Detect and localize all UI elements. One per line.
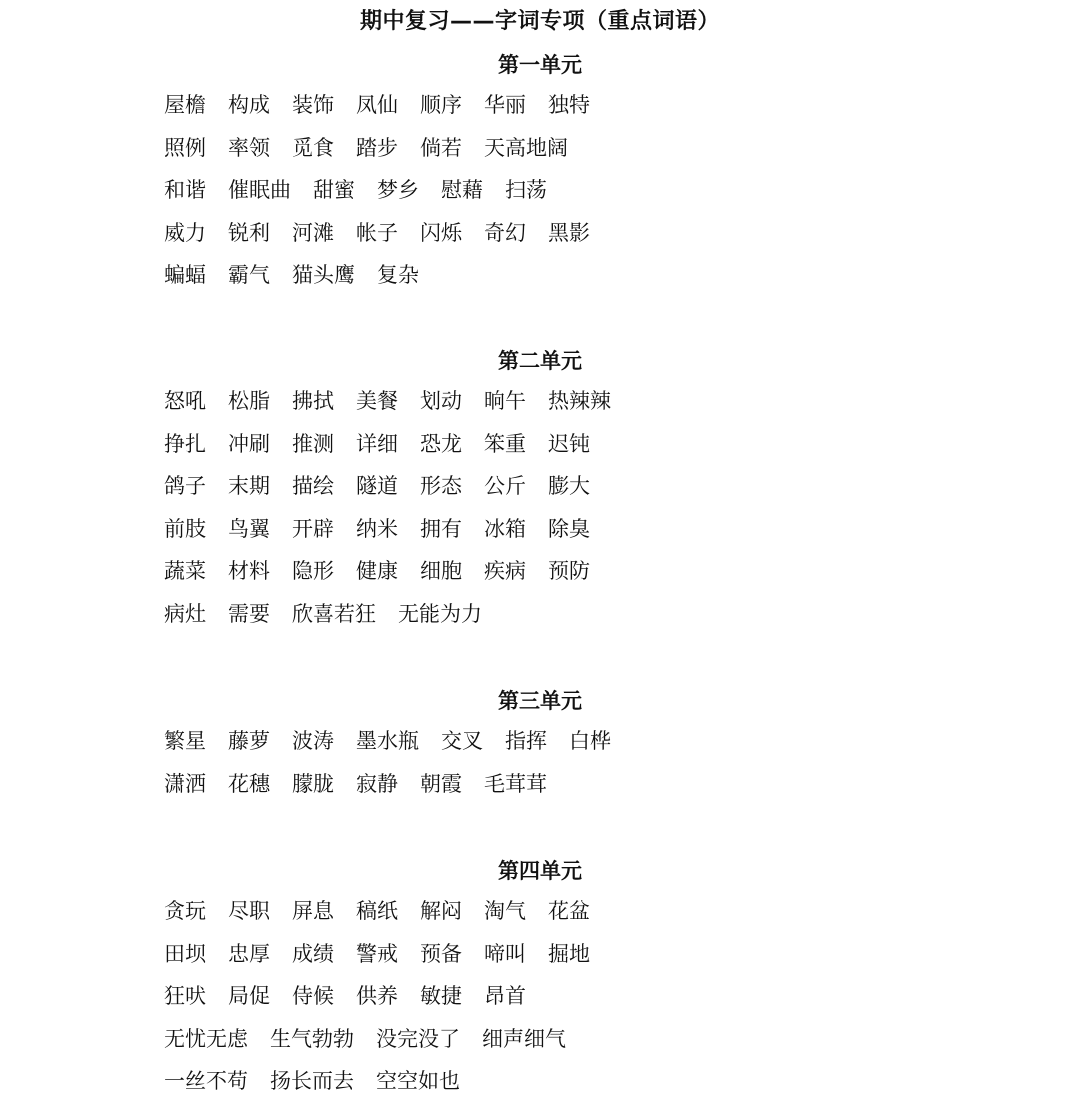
vocabulary-word: 装饰 (292, 93, 334, 117)
vocabulary-word: 无忧无虑 (164, 1026, 248, 1051)
vocabulary-word: 晌午 (484, 389, 526, 413)
vocabulary-word: 预防 (548, 559, 590, 583)
word-row (164, 258, 419, 292)
vocabulary-word: 疾病 (484, 559, 526, 583)
vocabulary-word: 繁星 (164, 729, 206, 753)
vocabulary-word: 毛茸茸 (484, 771, 547, 796)
vocabulary-word: 闪烁 (420, 220, 462, 245)
vocabulary-word: 花盆 (548, 899, 590, 923)
vocabulary-word: 预备 (420, 941, 462, 966)
vocabulary-word: 天高地阔 (484, 135, 568, 160)
word-row (164, 937, 590, 971)
vocabulary-word: 隧道 (356, 474, 398, 498)
vocabulary-word: 需要 (228, 601, 270, 626)
word-row (164, 554, 590, 588)
vocabulary-word: 描绘 (292, 474, 334, 498)
vocabulary-word: 膨大 (548, 474, 590, 498)
vocabulary-word: 敏捷 (420, 984, 462, 1008)
vocabulary-word: 和谐 (164, 178, 206, 202)
vocabulary-word: 啼叫 (484, 941, 526, 966)
word-row (164, 724, 611, 758)
vocabulary-word: 扬长而去 (270, 1069, 354, 1093)
vocabulary-word: 淘气 (484, 899, 526, 923)
vocabulary-word: 恐龙 (420, 431, 462, 456)
vocabulary-word: 昂首 (484, 984, 526, 1008)
vocabulary-word: 华丽 (484, 93, 526, 117)
vocabulary-word: 纳米 (356, 516, 398, 541)
vocabulary-word: 奇幻 (484, 220, 526, 245)
vocabulary-word: 美餐 (356, 389, 398, 413)
vocabulary-word: 复杂 (377, 263, 419, 287)
vocabulary-word: 甜蜜 (313, 178, 355, 202)
vocabulary-word: 开辟 (292, 516, 334, 541)
vocabulary-word: 冰箱 (484, 516, 526, 541)
word-row (164, 1064, 460, 1098)
vocabulary-word: 划动 (420, 389, 462, 413)
vocabulary-word: 交叉 (441, 729, 483, 753)
vocabulary-word: 藤萝 (228, 729, 270, 753)
vocabulary-word: 一丝不苟 (164, 1069, 248, 1093)
vocabulary-word: 公斤 (484, 474, 526, 498)
vocabulary-word: 朦胧 (292, 771, 334, 796)
word-row (164, 512, 590, 546)
vocabulary-word: 独特 (548, 93, 590, 117)
vocabulary-word: 松脂 (228, 389, 270, 413)
vocabulary-word: 局促 (228, 984, 270, 1008)
vocabulary-word: 警戒 (356, 941, 398, 966)
word-row (164, 597, 482, 631)
vocabulary-word: 潇洒 (164, 771, 206, 796)
word-row (164, 469, 590, 503)
vocabulary-word: 无能为力 (398, 601, 482, 626)
vocabulary-word: 没完没了 (376, 1026, 460, 1051)
vocabulary-word: 解闷 (420, 899, 462, 923)
unit-heading: 第四单元 (498, 859, 582, 883)
vocabulary-word: 材料 (228, 559, 270, 583)
vocabulary-word: 拥有 (420, 516, 462, 541)
vocabulary-word: 花穗 (228, 771, 270, 796)
vocabulary-word: 踏步 (356, 135, 398, 160)
vocabulary-word: 推测 (292, 431, 334, 456)
word-row (164, 979, 526, 1013)
vocabulary-word: 挣扎 (164, 431, 206, 456)
vocabulary-word: 冲刷 (228, 431, 270, 456)
vocabulary-word: 供养 (356, 984, 398, 1008)
word-row (164, 767, 547, 801)
unit-heading: 第一单元 (498, 53, 582, 77)
vocabulary-word: 尽职 (228, 899, 270, 923)
vocabulary-word: 末期 (228, 474, 270, 498)
word-row (164, 384, 611, 418)
vocabulary-word: 屏息 (292, 899, 334, 923)
vocabulary-word: 构成 (228, 93, 270, 117)
vocabulary-word: 锐利 (228, 220, 270, 245)
word-row (164, 1022, 566, 1056)
word-row (164, 88, 590, 122)
vocabulary-word: 白桦 (569, 729, 611, 753)
vocabulary-word: 细胞 (420, 559, 462, 583)
vocabulary-word: 掘地 (548, 941, 590, 966)
vocabulary-word: 威力 (164, 220, 206, 245)
vocabulary-word: 率领 (228, 135, 270, 160)
vocabulary-word: 隐形 (292, 559, 334, 583)
vocabulary-word: 霸气 (228, 263, 270, 287)
vocabulary-word: 形态 (420, 474, 462, 498)
vocabulary-word: 田坝 (164, 941, 206, 966)
vocabulary-word: 凤仙 (356, 93, 398, 117)
vocabulary-word: 生气勃勃 (270, 1026, 354, 1051)
unit-heading: 第三单元 (498, 689, 582, 713)
unit-heading: 第二单元 (498, 349, 582, 373)
document-title: 期中复习——字词专项（重点词语） (359, 9, 720, 34)
vocabulary-word: 拂拭 (292, 389, 334, 413)
vocabulary-word: 屋檐 (164, 93, 206, 117)
vocabulary-word: 侍候 (292, 984, 334, 1008)
vocabulary-word: 狂吠 (164, 984, 206, 1008)
vocabulary-word: 照例 (164, 135, 206, 160)
vocabulary-word: 空空如也 (376, 1069, 460, 1093)
vocabulary-word: 梦乡 (377, 178, 419, 202)
vocabulary-word: 忠厚 (228, 941, 270, 966)
vocabulary-word: 蔬菜 (164, 559, 206, 583)
vocabulary-word: 除臭 (548, 516, 590, 541)
vocabulary-word: 波涛 (292, 729, 334, 753)
vocabulary-word: 猫头鹰 (292, 263, 355, 287)
vocabulary-word: 倘若 (420, 135, 462, 160)
vocabulary-word: 朝霞 (420, 771, 462, 796)
vocabulary-word: 稿纸 (356, 899, 398, 923)
word-row (164, 427, 590, 461)
vocabulary-word: 慰藉 (441, 178, 483, 202)
vocabulary-word: 寂静 (356, 771, 398, 796)
vocabulary-word: 迟钝 (548, 431, 590, 456)
vocabulary-word: 鸽子 (164, 474, 206, 498)
word-row (164, 173, 547, 207)
vocabulary-word: 详细 (356, 431, 398, 456)
vocabulary-word: 指挥 (505, 729, 547, 753)
vocabulary-word: 墨水瓶 (356, 729, 419, 753)
vocabulary-word: 成绩 (292, 941, 334, 966)
vocabulary-word: 鸟翼 (228, 516, 270, 541)
vocabulary-word: 帐子 (356, 220, 398, 245)
vocabulary-word: 细声细气 (482, 1026, 566, 1051)
vocabulary-word: 黑影 (548, 220, 590, 245)
word-row (164, 131, 568, 165)
vocabulary-word: 热辣辣 (548, 389, 611, 413)
vocabulary-word: 蝙蝠 (164, 263, 206, 287)
vocabulary-word: 顺序 (420, 93, 462, 117)
vocabulary-word: 催眠曲 (228, 178, 291, 202)
vocabulary-word: 觅食 (292, 135, 334, 160)
vocabulary-word: 病灶 (164, 601, 206, 626)
word-row (164, 894, 590, 928)
vocabulary-word: 笨重 (484, 431, 526, 456)
vocabulary-word: 健康 (356, 559, 398, 583)
vocabulary-word: 贪玩 (164, 899, 206, 923)
vocabulary-word: 前肢 (164, 516, 206, 541)
vocabulary-word: 欣喜若狂 (292, 601, 376, 626)
word-row (164, 216, 590, 250)
vocabulary-word: 河滩 (292, 220, 334, 245)
vocabulary-word: 扫荡 (505, 178, 547, 202)
vocabulary-word: 怒吼 (164, 389, 206, 413)
